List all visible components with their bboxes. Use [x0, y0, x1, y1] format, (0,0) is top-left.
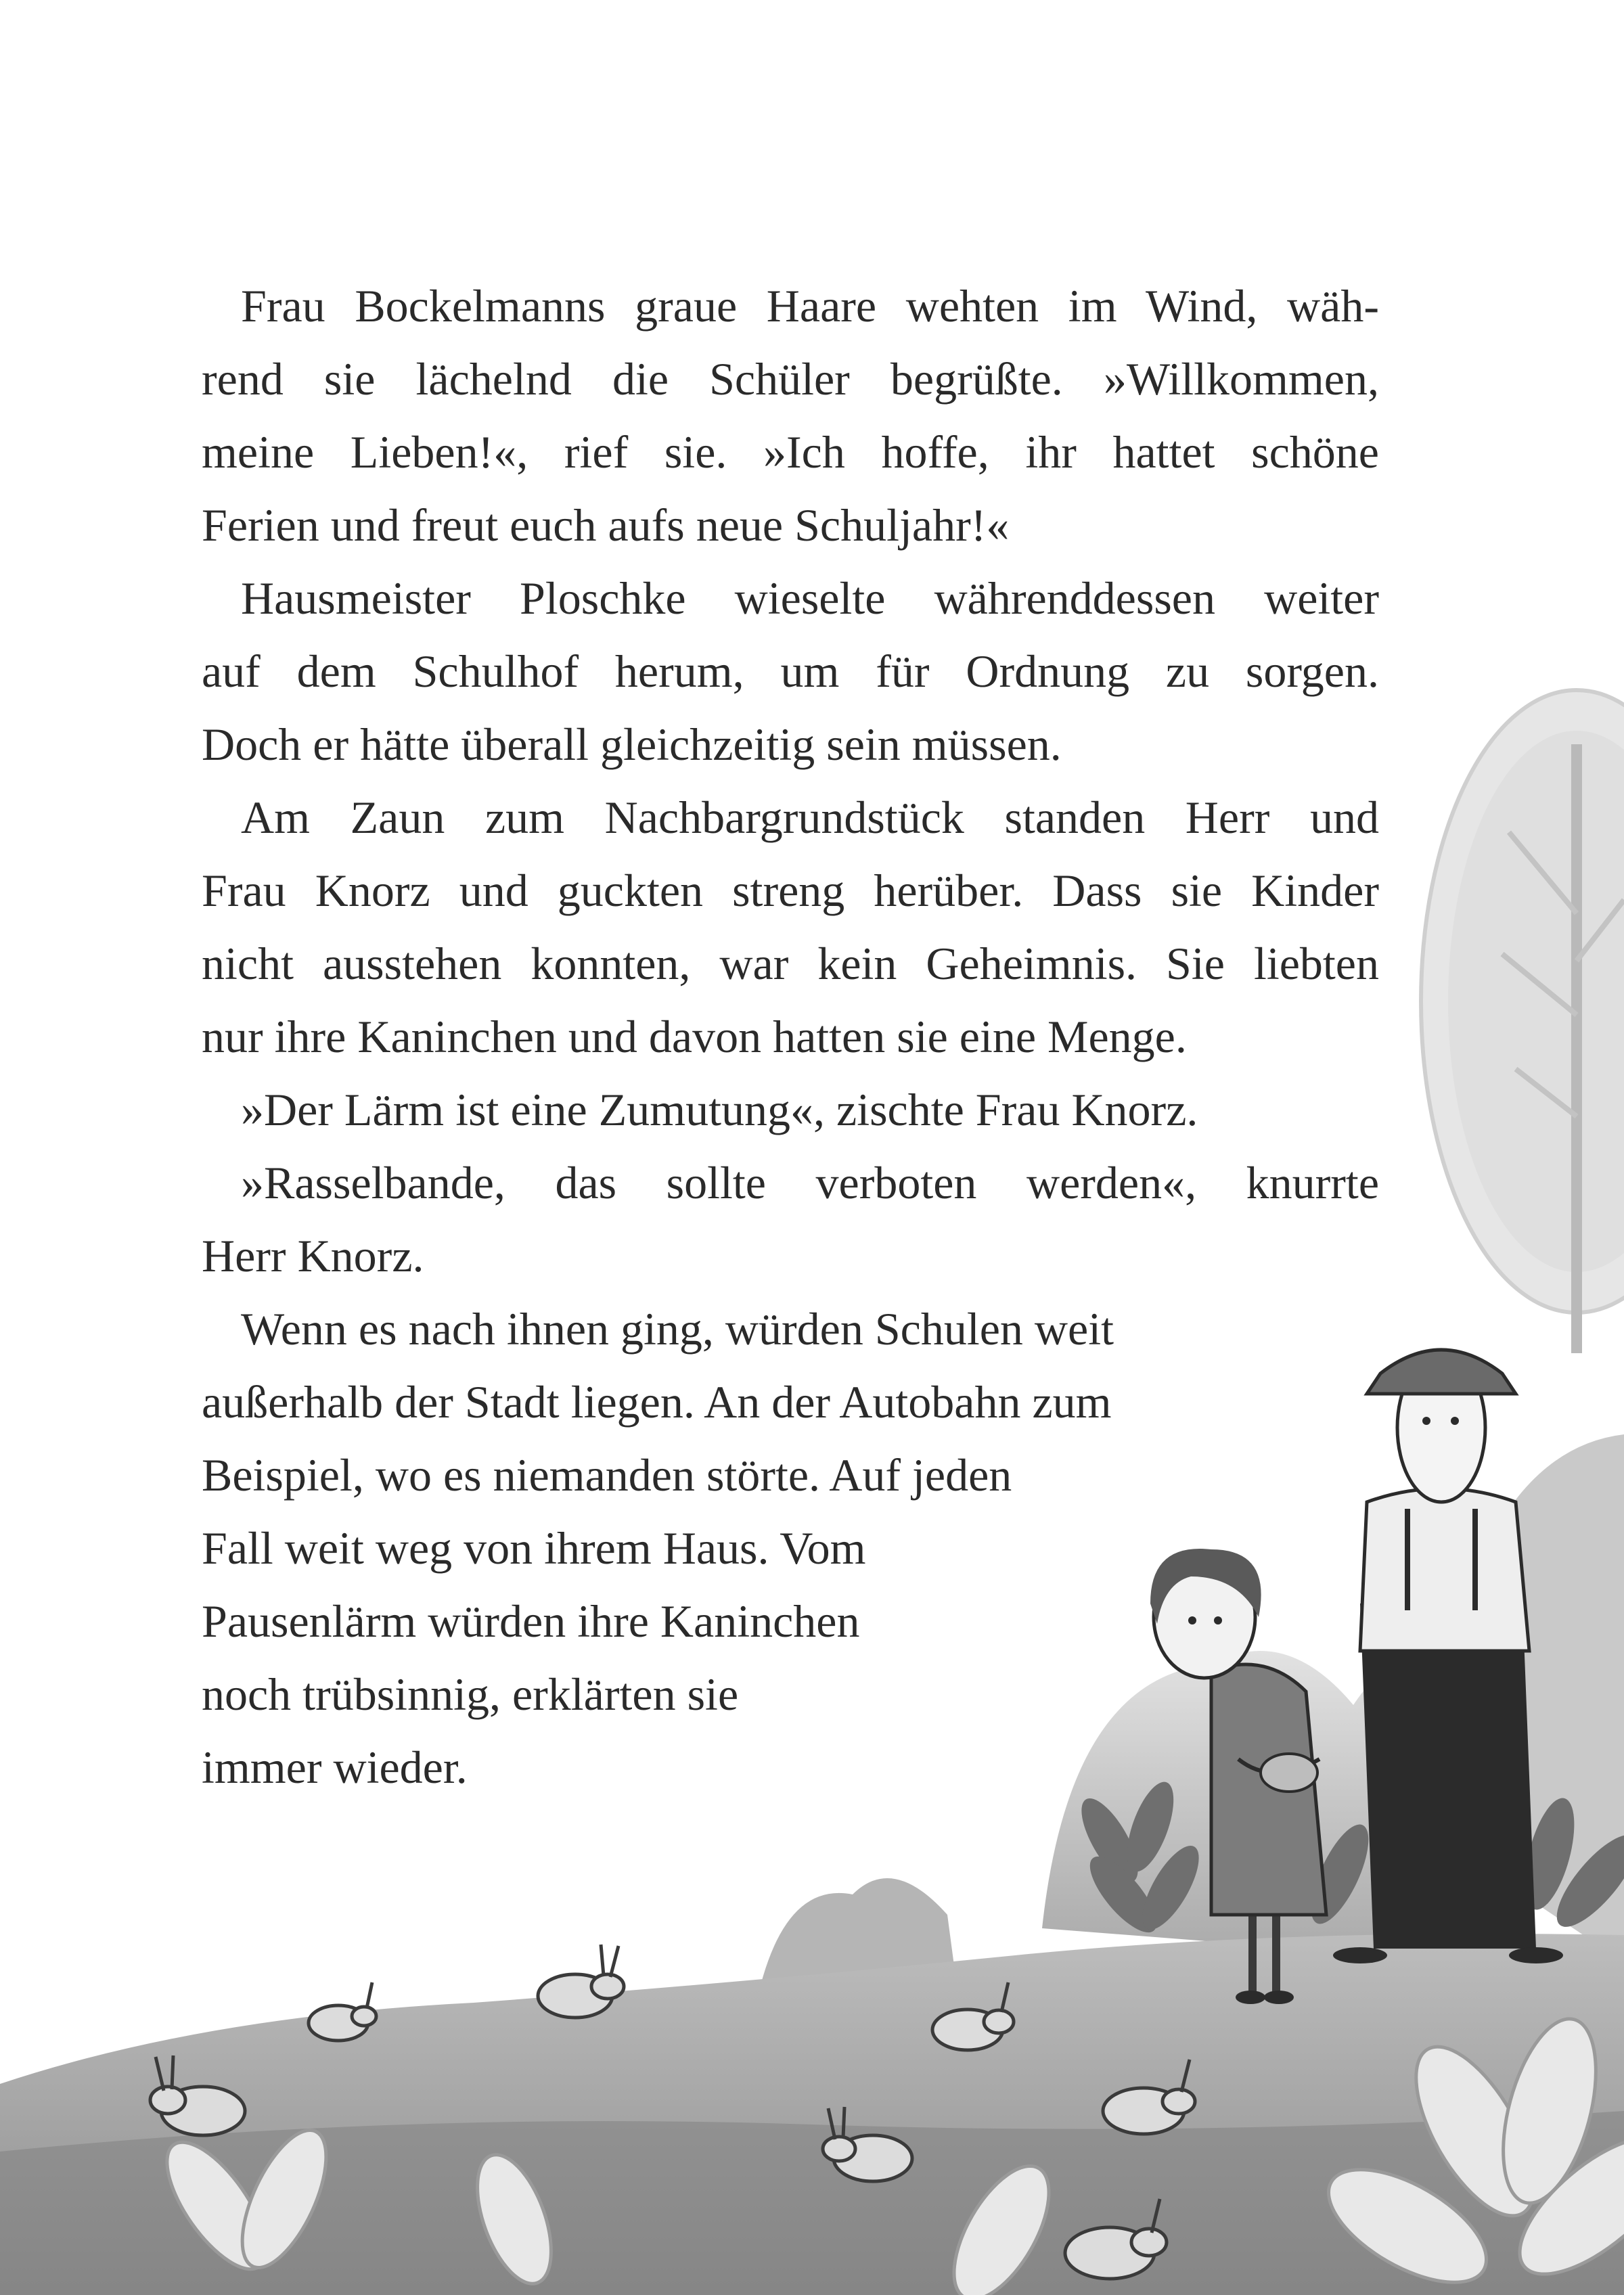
text-line: Pausenlärm würden ihre Kaninchen — [202, 1595, 860, 1647]
text-line: noch trübsinnig, erklärten sie — [202, 1668, 739, 1720]
text-line: Ferien und freut euch aufs neue Schuljahr!« — [202, 499, 1010, 551]
text-line: immer wieder. — [202, 1742, 468, 1793]
text-line: Wenn es nach ihnen ging, würden Schulen weit — [241, 1303, 1114, 1355]
text-line: Beispiel, wo es niemanden störte. Auf jeden — [202, 1449, 1012, 1501]
text-line: nur ihre Kaninchen und davon hatten sie eine Menge. — [202, 1011, 1187, 1062]
text-line: Herr Knorz. — [202, 1230, 424, 1281]
paragraph-5 — [202, 1146, 1379, 1292]
text-line: Doch er hätte überall gleichzeitig sein müssen. — [202, 719, 1062, 770]
text-line: Am Zaun zum Nachbargrundstück standen Herr und — [241, 792, 1379, 843]
text-line: Fall weit weg von ihrem Haus. Vom — [202, 1522, 866, 1574]
text-line: »Der Lärm ist eine Zumutung«, zischte Frau Knorz. — [241, 1084, 1198, 1135]
text-line: Hausmeister Ploschke wieselte währenddessen weiter — [241, 572, 1379, 624]
paragraph-4 — [202, 1073, 1379, 1146]
paragraph-6 — [202, 1292, 1379, 1804]
text-line: meine Lieben!«, rief sie. »Ich hoffe, ihr hattet schöne — [202, 426, 1379, 478]
text-line: Frau Knorz und guckten streng herüber. Dass sie Kinder — [202, 865, 1379, 916]
text-line: rend sie lächelnd die Schüler begrüßte. »Willkommen, — [202, 353, 1379, 405]
paragraph-2 — [202, 562, 1379, 781]
tree — [1421, 690, 1624, 1353]
paragraph-3 — [202, 781, 1379, 1073]
paragraph-1 — [202, 269, 1379, 562]
text-line: auf dem Schulhof herum, um für Ordnung zu sorgen. — [202, 645, 1379, 697]
text-line: außerhalb der Stadt liegen. An der Autobahn zum — [202, 1376, 1112, 1428]
text-line: »Rasselbande, das sollte verboten werden«, knurrte — [241, 1157, 1379, 1208]
text-line: Frau Bockelmanns graue Haare wehten im Wind, wäh- — [241, 280, 1379, 332]
text-line: nicht ausstehen konnten, war kein Geheimnis. Sie liebten — [202, 938, 1379, 989]
story-text — [202, 269, 1379, 1804]
